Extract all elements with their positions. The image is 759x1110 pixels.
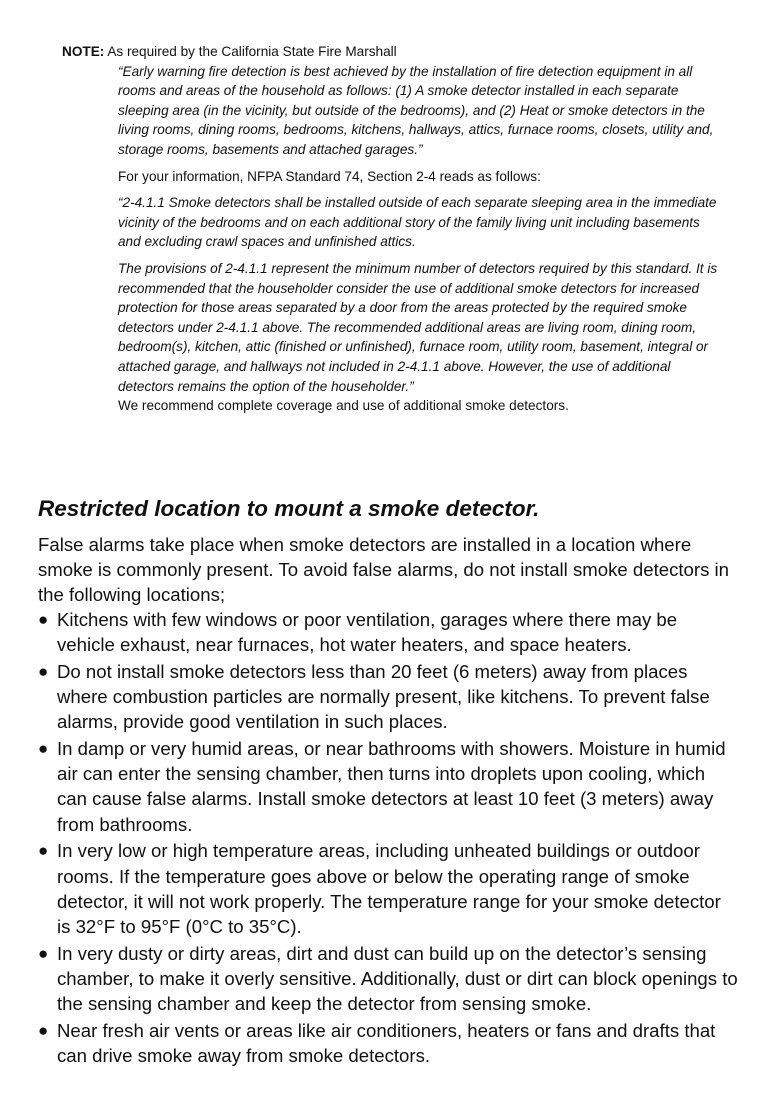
nfpa-quote-paragraph-2: The provisions of 2-4.1.1 represent the minimum number of detectors required by this standard. It is recommended that the householder consider the use of additional smoke detectors for increased protection for those areas separated by a door from the areas protected by the required smoke detectors under 2-4.1.1 above. The recommended additional areas are living room, dining room, bedroom(s), kitchen, attic (finished or unfinished), furnace room, utility room, basement, integral or attached garage, and hallways not included in 2-4.1.1 above. However, the use of additional detectors remains the option of the householder.” [118, 260, 718, 394]
bullet-icon: ● [38, 943, 49, 963]
nfpa-quote-paragraph-1: “2-4.1.1 Smoke detectors shall be installed outside of each separate sleeping area in the immediate vicinity of the bedrooms and on each additional story of the family living unit including basements and excluding crawl spaces and unfinished attics. [118, 195, 717, 250]
recommendation-text: We recommend complete coverage and use of additional smoke detectors. [118, 398, 569, 414]
note-label: NOTE: [62, 44, 105, 59]
bullet-icon: ● [38, 661, 49, 681]
csfm-quote: “Early warning fire detection is best achieved by the installation of fire detection equipment in all rooms and areas of the household as follows: (1) A smoke detector installed in each separate sleeping area (in the vicinity, but outside of the bedrooms), and (2) Heat or smoke detectors in the living rooms, dining rooms, bedrooms, kitchens, hallways, attics, furnace rooms, closets, utility and, storage rooms, basements and attached garages.” [118, 63, 714, 157]
list-item [38, 838, 738, 939]
list-item [38, 1018, 738, 1068]
note-body [118, 62, 722, 416]
list-item-text: In very low or high temperature areas, including unheated buildings or outdoor rooms. If the temperature goes above or below the operating range of smoke detector, it will not work properly. The temperature range for your smoke detector is 32°F to 95°F (0°C to 35°C). [57, 840, 721, 937]
list-item-text: In damp or very humid areas, or near bathrooms with showers. Moisture in humid air can enter the sensing chamber, then turns into droplets upon cooling, which can cause false alarms. Install smoke detectors at least 10 feet (3 meters) away from bathrooms. [57, 738, 726, 835]
list-item [38, 607, 738, 657]
bullet-icon: ● [38, 1020, 49, 1040]
list-item-text: Do not install smoke detectors less than 20 feet (6 meters) away from places where combustion particles are normally present, like kitchens. To prevent false alarms, provide good ventilation in such places. [57, 660, 710, 733]
bullet-icon: ● [38, 610, 49, 629]
bullet-icon: ● [38, 841, 49, 861]
section-intro: False alarms take place when smoke detectors are installed in a location where smoke is commonly present. To avoid false alarms, do not install smoke detectors in the following locations; [38, 534, 730, 606]
section-title: Restricted location to mount a smoke detector. [38, 496, 540, 521]
list-item [38, 659, 738, 735]
restricted-locations-list [38, 607, 738, 1070]
list-item [38, 736, 738, 837]
note-block [62, 42, 722, 416]
bullet-icon: ● [38, 739, 49, 759]
list-item-text: Near fresh air vents or areas like air conditioners, heaters or fans and drafts that can drive smoke away from smoke detectors. [57, 1019, 716, 1066]
nfpa-intro: For your information, NFPA Standard 74, Section 2-4 reads as follows: [118, 168, 541, 184]
note-intro: As required by the California State Fire Marshall [107, 44, 397, 59]
list-item-text: In very dusty or dirty areas, dirt and dust can build up on the detector’s sensing chamber, to make it overly sensitive. Additionally, dust or dirt can block openings to the sensing chamber and keep the detector from sensing smoke. [57, 942, 738, 1015]
list-item-text: Kitchens with few windows or poor ventilation, garages where there may be vehicle exhaust, near furnaces, hot water heaters, and space heaters. [57, 609, 678, 656]
list-item [38, 941, 738, 1017]
note-heading [62, 42, 722, 62]
